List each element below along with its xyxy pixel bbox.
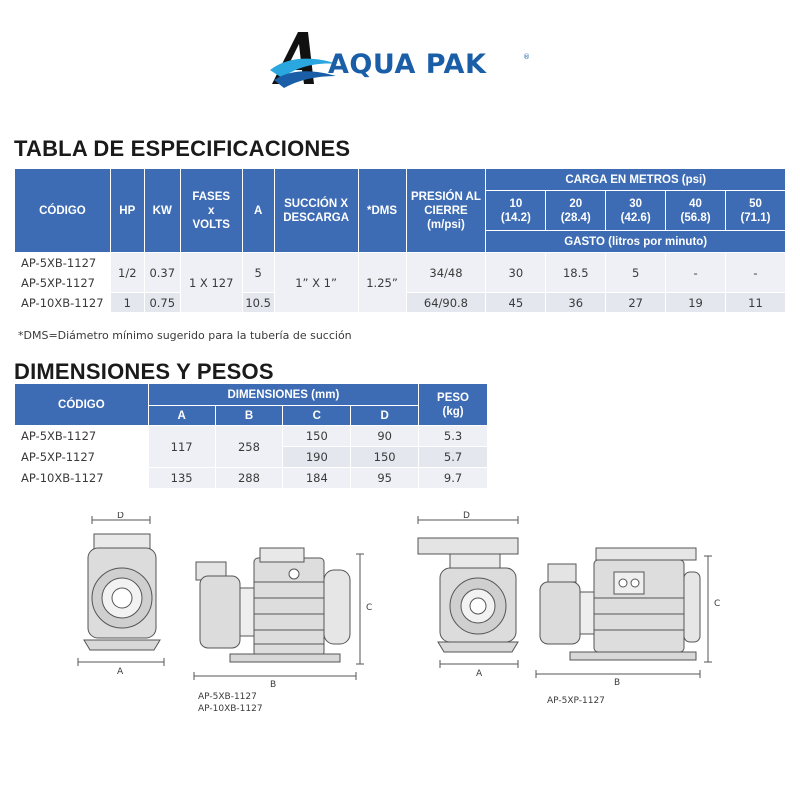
dims-codigo: AP-5XB-1127 — [15, 426, 149, 447]
spec-header-fases: FASES x VOLTS — [180, 169, 242, 253]
spec-codigo: AP-10XB-1127 — [15, 293, 111, 313]
dims-codigo: AP-5XP-1127 — [15, 447, 149, 468]
dims-header-b: B — [215, 406, 283, 426]
carga-col-10: 10 (14.2) — [486, 191, 546, 231]
spec-a: 10.5 — [242, 293, 274, 313]
spec-table — [14, 168, 786, 313]
pump-front-view-xp — [410, 510, 530, 680]
spec-presion: 64/90.8 — [406, 293, 486, 313]
dims-d: 150 — [351, 447, 419, 468]
spec-succion: 1” X 1” — [274, 253, 358, 313]
spec-header-dms: *DMS — [358, 169, 406, 253]
spec-gasto-40: - — [666, 253, 726, 293]
table-row — [15, 468, 488, 489]
dim-label-b: B — [614, 678, 621, 688]
spec-codigo: AP-5XB-1127 — [15, 253, 111, 273]
spec-codigo: AP-5XP-1127 — [15, 273, 111, 293]
dims-header-c: C — [283, 406, 351, 426]
spec-gasto-50: 11 — [725, 293, 785, 313]
spec-section-title: TABLA DE ESPECIFICACIONES — [14, 136, 351, 161]
table-row — [15, 253, 786, 273]
dims-b: 288 — [215, 468, 283, 489]
carga-col-40: 40 (56.8) — [666, 191, 726, 231]
dims-d: 90 — [351, 426, 419, 447]
dms-footnote: *DMS=Diámetro mínimo sugerido para la tubería de succión — [18, 329, 352, 342]
spec-presion: 34/48 — [406, 253, 486, 293]
spec-kw: 0.75 — [144, 293, 180, 313]
brand-logo — [268, 26, 538, 98]
dims-header-dimensiones: DIMENSIONES (mm) — [148, 384, 418, 406]
dims-peso: 9.7 — [419, 468, 488, 489]
spec-kw: 0.37 — [144, 253, 180, 293]
spec-gasto-20: 36 — [546, 293, 606, 313]
dims-d: 95 — [351, 468, 419, 489]
spec-dms: 1.25” — [358, 253, 406, 313]
dims-codigo: AP-10XB-1127 — [15, 468, 149, 489]
dims-table — [14, 383, 488, 489]
dims-header-codigo: CÓDIGO — [15, 384, 149, 426]
dims-header-a: A — [148, 406, 215, 426]
pump-side-view-xp — [530, 542, 730, 692]
dim-label-d: D — [117, 512, 124, 521]
dim-label-c: C — [366, 603, 373, 613]
dim-label-d: D — [463, 511, 470, 521]
pump-front-view-xb — [70, 512, 170, 682]
drawing-caption-right: AP-5XP-1127 — [547, 696, 605, 706]
dims-c: 190 — [283, 447, 351, 468]
spec-gasto-10: 30 — [486, 253, 546, 293]
dims-c: 184 — [283, 468, 351, 489]
dim-label-b: B — [270, 680, 277, 690]
dims-section-title: DIMENSIONES Y PESOS — [14, 359, 274, 384]
dims-b: 258 — [215, 426, 283, 468]
spec-hp: 1 — [110, 293, 144, 313]
spec-gasto-30: 27 — [606, 293, 666, 313]
spec-header-succion: SUCCIÓN X DESCARGA — [274, 169, 358, 253]
spec-gasto-40: 19 — [666, 293, 726, 313]
spec-gasto-50: - — [725, 253, 785, 293]
spec-header-gasto: GASTO (litros por minuto) — [486, 231, 786, 253]
dim-label-a: A — [117, 667, 124, 677]
brand-name: AQUA PAK — [328, 49, 487, 80]
drawing-caption-left: AP-5XB-1127 AP-10XB-1127 — [198, 692, 263, 714]
dims-a: 117 — [148, 426, 215, 468]
dim-label-a: A — [476, 669, 483, 679]
carga-col-30: 30 (42.6) — [606, 191, 666, 231]
dims-c: 150 — [283, 426, 351, 447]
spec-hp: 1/2 — [110, 253, 144, 293]
spec-header-hp: HP — [110, 169, 144, 253]
carga-col-50: 50 (71.1) — [725, 191, 785, 231]
pump-side-view-xb — [190, 540, 380, 690]
table-row — [15, 426, 488, 447]
spec-gasto-10: 45 — [486, 293, 546, 313]
carga-col-20: 20 (28.4) — [546, 191, 606, 231]
dims-peso: 5.3 — [419, 426, 488, 447]
dims-peso: 5.7 — [419, 447, 488, 468]
spec-header-carga: CARGA EN METROS (psi) — [486, 169, 786, 191]
spec-gasto-20: 18.5 — [546, 253, 606, 293]
dims-header-d: D — [351, 406, 419, 426]
dims-a: 135 — [148, 468, 215, 489]
spec-gasto-30: 5 — [606, 253, 666, 293]
spec-header-kw: KW — [144, 169, 180, 253]
dim-label-c: C — [714, 599, 721, 609]
registered-mark: ® — [523, 53, 530, 61]
spec-header-presion: PRESIÓN AL CIERRE (m/psi) — [406, 169, 486, 253]
spec-a: 5 — [242, 253, 274, 293]
spec-header-a: A — [242, 169, 274, 253]
dims-header-peso: PESO (kg) — [419, 384, 488, 426]
spec-header-codigo: CÓDIGO — [15, 169, 111, 253]
spec-fases: 1 X 127 — [180, 253, 242, 313]
